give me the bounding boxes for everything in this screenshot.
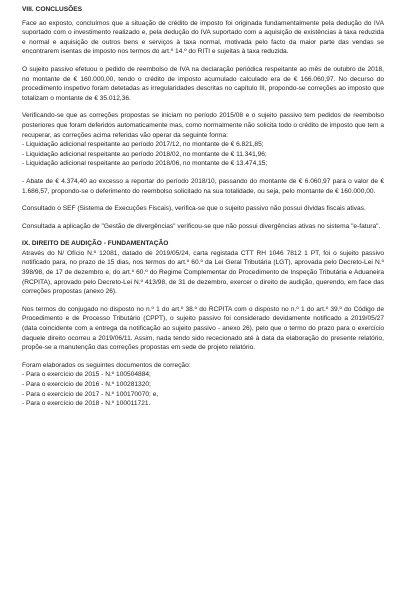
list-item: - Para o exercício de 2015 - N.º 100504884; [22,371,151,379]
paragraph: Nos termos do conjugado no disposto no n.º 1 do art.º 38.º do RCPITA com o disposto no n.º 1 do art.º 39.º do Código de Procedimento e de Processo Tributário (CPPT), o sujeito passivo foi considerado devidamente notificado a 2019/05/27 (data coincidente com a entrega da notificação ao sujeito passivo - anexo 26), pelo que o termo do prazo para o exercício daquele direito ocorreu a 2019/06/11. Assim, nada tendo sido rececionado até à data da elaboração do presente relatório, propõe-se a manutenção das correções propostas em sede de projeto relatório. [22,305,384,352]
list-item: - Para o exercício de 2018 - N.º 100011721. [22,400,151,408]
paragraph: Foram elaborados os seguintes documentos de correção: [22,361,191,369]
paragraph: Face ao exposto, concluímos que a situação de crédito de imposto foi originada fundamentalmente pela dedução do IVA suportado com o investimento realizado e, pela dedução do IVA suportado com a aquisição de existências à taxa reduzida e normal e aquisição de outros bens e serviços à taxa normal, motivada pelo facto da maior parte das vendas se encontrarem isentas de imposto nos termos do art.º 14.º do RITI e sujeitas à taxa reduzida. [22,19,384,56]
list-item: - Liquidação adicional respeitante ao período 2018/06, no montante de € 13.474,15; [22,160,268,168]
paragraph: Consultada a aplicação de "Gestão de divergências" verificou-se que não possui divergências ativas no sistema "e-fatura". [22,222,381,230]
paragraph: O sujeito passivo efetuou o pedido de reembolso de IVA na declaração periódica respeitante ao mês de outubro de 2018, no montante de € 160.000,00, tendo o crédito de imposto acumulado calculado era de € 166.060,97. No decurso do procedimento inspetivo foram detetadas as irregularidades descritas no capítulo III, propondo-se correções ao imposto que totalizam o montante de € 35.012,36. [22,65,384,102]
list-item: - Liquidação adicional respeitante ao período 2018/02, no montante de € 11.341,96; [22,150,267,158]
paragraph: Verificando-se que as correções propostas se iniciam no período 2015/08 e o sujeito passivo tem pedidos de reembolso posteriores que foram deferidos automaticamente mas, como normalmente não solicita todo o crédito de imposto que tem a recuperar, as correções acima referidas vão operar da seguinte forma: [22,112,384,139]
paragraph: - Abate de € 4.374,40 ao excesso a reportar do período 2018/10, passando do montante de € 6.060,97 para o valor de € 1.686,57, propondo-se o deferimento do reembolso solicitado na sua totalidade, ou seja, pelo montante de € 160.000,00. [22,177,384,195]
section-heading-direito-audicao: IX. DIREITO DE AUDIÇÃO - FUNDAMENTAÇÃO [22,240,169,248]
list-item: - Para o exercício de 2017 - N.º 100170070; e, [22,390,159,398]
document-body [22,5,384,409]
paragraph: Consultado o SEF (Sistema de Execuções Fiscais), verifica-se que o sujeito passivo não possui dívidas fiscais ativas. [22,205,366,213]
list-item: - Para o exercício de 2016 - N.º 100281320; [22,381,151,388]
paragraph: Através do N/ Ofício N.º 12081, datado de 2019/05/24, carta registada CTT RH 1046 7812 1 PT, foi o sujeito passivo notificado para, no prazo de 15 dias, nos termos do art.º 60.º da Lei Geral Tributária (LGT), aprovada pelo Decreto-Lei N.º 398/98, de 17 de dezembro e, do art.º 60.º do Regime Complementar do Procedimento de Inspeção Tributária e Aduaneira (RCPITA), aprovado pelo Decreto-Lei N.º 413/98, de 31 de dezembro, exercer o direito de audição, querendo, em face das correções propostas (anexo 26). [22,249,384,296]
section-heading-conclusoes: VIII. CONCLUSÕES [22,6,83,13]
list-item: - Liquidação adicional respeitante ao período 2017/12, no montante de € 6.821,85; [22,141,264,149]
